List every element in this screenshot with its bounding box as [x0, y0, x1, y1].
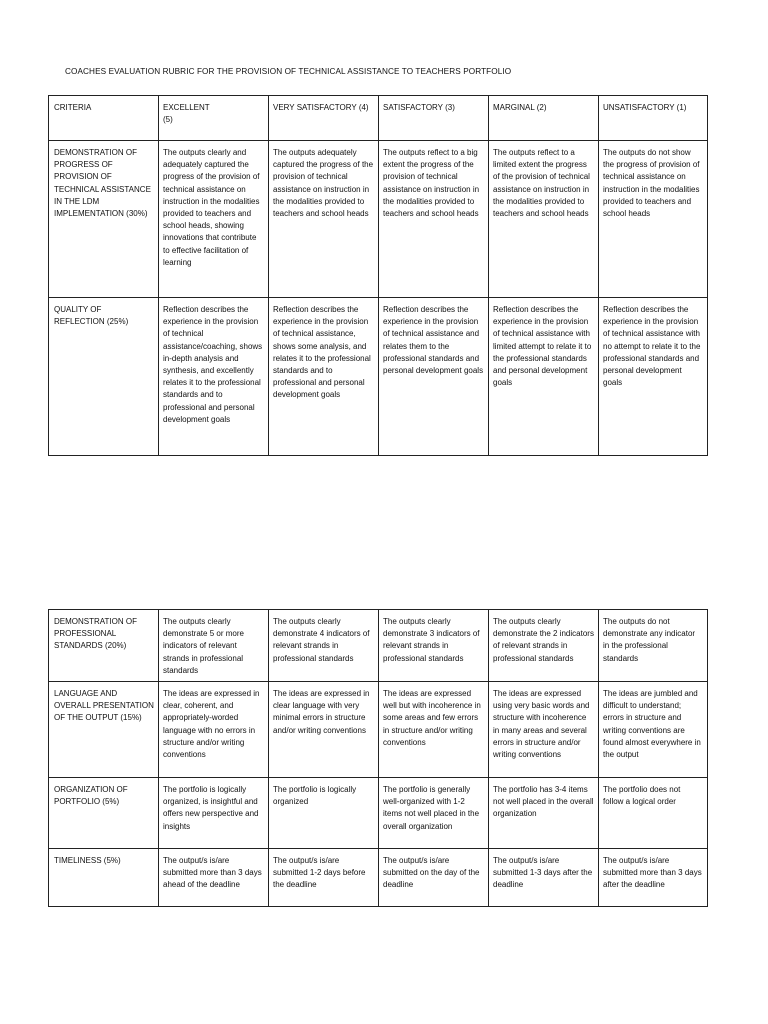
rating-cell-excellent: The outputs clearly and adequately captured the progress of the provision of technical assistance on instruction in the modalities provided to teachers and school heads, showing innovations that contribute to effective facilitation of learning — [159, 141, 269, 298]
table-row — [49, 778, 708, 849]
rating-cell-very-satisfactory: The outputs adequately captured the progress of the provision of technical assistance on instruction in the modalities provided to teachers and school heads — [269, 141, 379, 298]
criteria-cell: QUALITY OF REFLECTION (25%) — [49, 298, 159, 456]
rating-cell-very-satisfactory: The portfolio is logically organized — [269, 778, 379, 849]
rating-cell-satisfactory: The ideas are expressed well but with incoherence in some areas and few errors in structure and/or writing conventions — [379, 682, 489, 778]
rating-cell-satisfactory: The outputs reflect to a big extent the progress of the provision of technical assistance on instruction in the modalities provided to teachers and school heads — [379, 141, 489, 298]
rating-cell-marginal: Reflection describes the experience in the provision of technical assistance with limited attempt to relate it to the professional standards and personal development goals — [489, 298, 599, 456]
rating-cell-satisfactory: The outputs clearly demonstrate 3 indicators of relevant strands in professional standards — [379, 610, 489, 682]
table-row — [49, 610, 708, 682]
table-row — [49, 298, 708, 456]
header-excellent: EXCELLENT (5) — [159, 96, 269, 141]
rating-cell-marginal: The output/s is/are submitted 1-3 days after the deadline — [489, 849, 599, 907]
rating-cell-unsatisfactory: The portfolio does not follow a logical order — [599, 778, 708, 849]
table-row — [49, 141, 708, 298]
criteria-cell: LANGUAGE AND OVERALL PRESENTATION OF THE OUTPUT (15%) — [49, 682, 159, 778]
rating-cell-unsatisfactory: The outputs do not demonstrate any indicator in the professional standards — [599, 610, 708, 682]
criteria-cell: DEMONSTRATION OF PROGRESS OF PROVISION OF TECHNICAL ASSISTANCE IN THE LDM IMPLEMENTATION (30%) — [49, 141, 159, 298]
rating-cell-marginal: The outputs clearly demonstrate the 2 indicators of relevant strands in professional standards — [489, 610, 599, 682]
rating-cell-unsatisfactory: The output/s is/are submitted more than 3 days after the deadline — [599, 849, 708, 907]
rating-cell-very-satisfactory: The outputs clearly demonstrate 4 indicators of relevant strands in professional standards — [269, 610, 379, 682]
criteria-cell: TIMELINESS (5%) — [49, 849, 159, 907]
rating-cell-unsatisfactory: The ideas are jumbled and difficult to understand; errors in structure and writing conventions are found almost everywhere in the output — [599, 682, 708, 778]
rating-cell-marginal: The portfolio has 3-4 items not well placed in the overall organization — [489, 778, 599, 849]
rating-cell-satisfactory: The portfolio is generally well-organized with 1-2 items not well placed in the overall organization — [379, 778, 489, 849]
table-row — [49, 682, 708, 778]
header-marginal: MARGINAL (2) — [489, 96, 599, 141]
criteria-cell: ORGANIZATION OF PORTFOLIO (5%) — [49, 778, 159, 849]
rating-cell-satisfactory: Reflection describes the experience in the provision of technical assistance and relates them to the professional standards and personal development goals — [379, 298, 489, 456]
header-unsatisfactory: UNSATISFACTORY (1) — [599, 96, 708, 141]
rating-cell-very-satisfactory: The output/s is/are submitted 1-2 days before the deadline — [269, 849, 379, 907]
table-row — [49, 849, 708, 907]
rating-cell-marginal: The ideas are expressed using very basic words and structure with incoherence in many areas and several errors in structure and/or writing conventions — [489, 682, 599, 778]
rating-cell-satisfactory: The output/s is/are submitted on the day of the deadline — [379, 849, 489, 907]
document-title: COACHES EVALUATION RUBRIC FOR THE PROVISION OF TECHNICAL ASSISTANCE TO TEACHERS PORTFOLIO — [65, 67, 512, 76]
header-row — [49, 96, 708, 141]
criteria-cell: DEMONSTRATION OF PROFESSIONAL STANDARDS (20%) — [49, 610, 159, 682]
rating-cell-excellent: The output/s is/are submitted more than 3 days ahead of the deadline — [159, 849, 269, 907]
rubric-table-part-2 — [48, 609, 708, 907]
rating-cell-excellent: The portfolio is logically organized, is insightful and offers new perspective and insights — [159, 778, 269, 849]
rating-cell-excellent: Reflection describes the experience in the provision of technical assistance/coaching, shows in-depth analysis and synthesis, and excellently relates it to the professional standards and to professional and personal development goals — [159, 298, 269, 456]
rating-cell-very-satisfactory: Reflection describes the experience in the provision of technical assistance, shows some analysis, and relates it to the professional standards and to professional and personal development goals — [269, 298, 379, 456]
rating-cell-unsatisfactory: Reflection describes the experience in the provision of technical assistance with no attempt to relate it to the professional standards and personal development goals — [599, 298, 708, 456]
rating-cell-unsatisfactory: The outputs do not show the progress of provision of technical assistance on instruction in the modalities provided to teachers and school heads — [599, 141, 708, 298]
rating-cell-marginal: The outputs reflect to a limited extent the progress of the provision of technical assistance on instruction in the modalities provided to teachers and school heads — [489, 141, 599, 298]
header-satisfactory: SATISFACTORY (3) — [379, 96, 489, 141]
rating-cell-excellent: The outputs clearly demonstrate 5 or more indicators of relevant strands in professional standards — [159, 610, 269, 682]
rating-cell-very-satisfactory: The ideas are expressed in clear language with very minimal errors in structure and/or writing conventions — [269, 682, 379, 778]
rating-cell-excellent: The ideas are expressed in clear, coherent, and appropriately-worded language with no errors in structure and/or writing conventions — [159, 682, 269, 778]
rubric-table-part-1 — [48, 95, 708, 456]
header-criteria: CRITERIA — [49, 96, 159, 141]
header-very-satisfactory: VERY SATISFACTORY (4) — [269, 96, 379, 141]
